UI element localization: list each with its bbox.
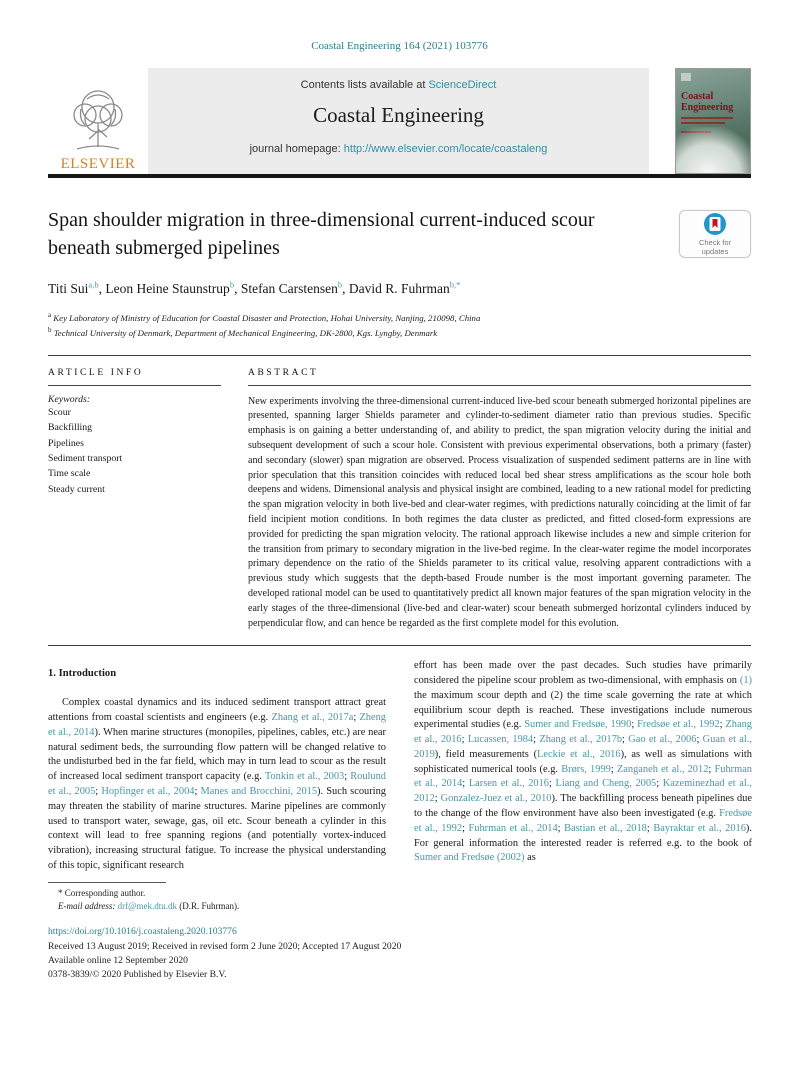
intro-paragraph-right: effort has been made over the past decades. Such studies have primarily considered the pipeline scour problem as two-dimensional, with emphasis on (1) the maximum scour depth and (2) the time scale governing the rate at which equilibrium scour depth is reached. These investigations include numerous experimental studies (e.g. Sumer and Fredsøe, 1990; Fredsøe et al., 1992; Zhang et al., 2016; Lucassen, 1984; Zhang et al., 2017b; Gao et al., 2006; Guan et al., 2019), field measurements (Leckie et al., 2016), as well as simulations with sophisticated numerical tools (e.g. Brørs, 1999; Zanganeh et al., 2012; Fuhrman et al., 2014; Larsen et al., 2016; Liang and Cheng, 2005; Kazeminezhad et al., 2012; Gonzalez-Juez et al., 2010). The backfilling process beneath pipelines due to the change of the flow environment have also been investigated (e.g. Fredsøe et al., 1992; Fuhrman et al., 2014; Bastian et al., 2018; Bayraktar et al., 2016). For general information the interested reader is referred e.g. to the book of Sumer and Fredsøe (2002) as bbox=[414, 660, 753, 864]
citation-link[interactable]: Lucassen, 1984 bbox=[467, 734, 534, 746]
author: Leon Heine Staunstrup$^b$, bbox=[105, 279, 241, 296]
article-info-column bbox=[48, 356, 248, 632]
available-online: Available online 12 September 2020 bbox=[48, 955, 188, 967]
affiliation-line: $^a$ Key Laboratory of Ministry of Education for Coastal Disaster and Protection, Hohai University, Nanjing, 210098, China bbox=[48, 310, 481, 323]
sciencedirect-link[interactable]: ScienceDirect bbox=[428, 79, 497, 91]
citation-link[interactable]: Zhang et al., 2017a bbox=[271, 712, 354, 724]
citation-link[interactable]: Roulund et al., 2005 bbox=[48, 771, 386, 797]
cover-tagline-bar bbox=[681, 117, 733, 119]
corresponding-author-note: * Corresponding author. bbox=[58, 887, 146, 898]
received-dates: Received 13 August 2019; Received in revised form 2 June 2020; Accepted 17 August 2020 bbox=[48, 941, 402, 953]
footer-block bbox=[48, 925, 751, 983]
citation-link[interactable]: Hopfinger et al., 2004 bbox=[101, 785, 195, 797]
keyword-item: Sediment transport bbox=[48, 453, 123, 464]
keyword-item: Backfilling bbox=[48, 422, 93, 434]
section-divider bbox=[48, 645, 751, 646]
journal-reference: Coastal Engineering 164 (2021) 103776 bbox=[311, 40, 488, 52]
citation-link[interactable]: Larsen et al., 2016 bbox=[468, 778, 549, 790]
introduction-heading: 1. Introduction bbox=[48, 668, 117, 680]
abstract-column bbox=[248, 356, 751, 632]
citation-link[interactable]: Bastian et al., 2018 bbox=[564, 822, 647, 834]
header-divider-bar bbox=[48, 174, 751, 178]
abstract-text: New experiments involving the three-dimensional current-induced live-bed scour beneath submerged horizontal pipelines are presented, spanning larger Shields parameter and cylinder-to-sediment diameter ratio than previous studies. Specific emphasis is on gaining a better understanding of, and ability to predict, the span migration velocity during the initial and subsequent development of such a scour hole. Consistent with previous experimental observations, both a primary (faster) and secondary (slower) span migration are observed. Process visualization of suspended sediment patterns are in line with prior speculation that this transition coincides with reduced local bed shear stress amplifications as the scour hole both deepens and widens. Dimensional analysis and physical insight are combined, leading to a new rational model for predicting the span migration velocity in both live-bed and clear-water regimes, with predictions naturally coinciding at the limit of far field incipient motion conditions. In both regimes the data cluster as predicted, and fitted closed-form expressions are provided for predicting the span migration velocity. The rational approach likewise includes a new and simple criterion for the transition from primary to secondary migration in the live-bed regime. In the clear-water regime the model incorporates primary dependence on the ratio of the Shields parameter to its critical value, resolving apparent contradictions with a previous study which suggests that the depth-based Froude number is the most important governing parameter. The developed rational model can be used to quantitatively predict all known major features of the span migration velocity in the early stages of the three-dimensional (live-bed and clear-water) scour beneath submerged horizontal cylinders induced by perpendicular flow, and can hence be regarded as the first complete model for this evolution. bbox=[248, 395, 751, 629]
citation-link[interactable]: Zanganeh et al., 2012 bbox=[616, 763, 709, 775]
author-affiliation-sup[interactable]: b bbox=[229, 279, 235, 289]
citation-link[interactable]: Kazeminezhad et al., 2012 bbox=[414, 778, 752, 805]
footnote-rule bbox=[48, 882, 166, 883]
journal-name: Coastal Engineering bbox=[313, 103, 484, 127]
keywords-label: Keywords: bbox=[48, 393, 91, 405]
citation-link[interactable]: Sumer and Fredsøe (2002) bbox=[414, 852, 525, 864]
elsevier-wordmark: ELSEVIER bbox=[60, 156, 136, 172]
keywords-list bbox=[48, 405, 221, 498]
citation-link[interactable]: Liang and Cheng, 2005 bbox=[555, 778, 657, 790]
footnote-block bbox=[48, 882, 751, 914]
citation-link[interactable]: Fredsøe et al., 1992 bbox=[637, 719, 720, 731]
article-title: Span shoulder migration in three-dimensional current-induced scour beneath submerged pipelines bbox=[48, 209, 595, 259]
journal-header-band bbox=[48, 68, 751, 174]
citation-link[interactable]: Leckie et al., 2016 bbox=[537, 748, 621, 760]
article-info-heading: ARTICLE INFO bbox=[48, 367, 144, 378]
author-affiliation-sup[interactable]: b,* bbox=[449, 279, 461, 289]
cover-wave-photo bbox=[675, 127, 751, 174]
elsevier-tree-icon bbox=[65, 85, 131, 155]
cover-publisher-mark bbox=[681, 73, 691, 81]
article-info-rule bbox=[48, 385, 221, 386]
contents-line: Contents lists available at ScienceDirect bbox=[300, 79, 497, 91]
author: Titi Sui$^{a,b}$, bbox=[48, 279, 106, 296]
journal-cover-thumbnail bbox=[675, 68, 751, 174]
cover-title: Coastal Engineering bbox=[681, 91, 734, 113]
citation-link[interactable]: Tonkin et al., 2003 bbox=[264, 771, 345, 783]
citation-link[interactable]: (1) bbox=[739, 675, 752, 687]
citation-link[interactable]: Fuhrman et al., 2014 bbox=[468, 822, 558, 834]
cover-tagline-bar bbox=[681, 122, 725, 124]
keyword-item: Time scale bbox=[48, 468, 91, 480]
citation-link[interactable]: Gonzalez-Juez et al., 2010 bbox=[440, 793, 552, 805]
intro-right-column bbox=[414, 659, 752, 873]
author: David R. Fuhrman$^{b,*}$ bbox=[348, 279, 461, 296]
email-line: E-mail address: drf@mek.dtu.dk (D.R. Fuhrman). bbox=[58, 901, 240, 912]
citation-link[interactable]: Guan et al., 2019 bbox=[414, 734, 752, 760]
abstract-rule bbox=[248, 385, 751, 386]
doi-link[interactable]: https://doi.org/10.1016/j.coastaleng.2020.103776 bbox=[48, 925, 237, 937]
keyword-item: Pipelines bbox=[48, 437, 84, 449]
citation-link[interactable]: Manes and Brocchini, 2015 bbox=[200, 785, 318, 797]
affiliations bbox=[48, 310, 751, 341]
intro-left-column bbox=[48, 659, 386, 873]
citation-link[interactable]: Bayraktar et al., 2016 bbox=[653, 822, 746, 834]
citation-link[interactable]: Zheng et al., 2014 bbox=[48, 712, 386, 738]
journal-banner bbox=[148, 68, 649, 174]
citation-link[interactable]: Fuhrman et al., 2014 bbox=[414, 763, 753, 790]
affiliation-line: $^b$ Technical University of Denmark, Department of Mechanical Engineering, DK-2800, Kgs. Lyngby, Denmark bbox=[48, 326, 438, 338]
keyword-item: Scour bbox=[48, 406, 71, 418]
email-link[interactable]: drf@mek.dtu.dk bbox=[117, 901, 177, 912]
homepage-line: journal homepage: http://www.elsevier.com/locate/coastaleng bbox=[249, 143, 548, 155]
citation-link[interactable]: Brørs, 1999 bbox=[561, 763, 611, 775]
citation-link[interactable]: Sumer and Fredsøe, 1990 bbox=[524, 719, 632, 731]
elsevier-logo bbox=[48, 68, 148, 174]
citation-link[interactable]: Zhang et al., 2016 bbox=[414, 719, 752, 746]
abstract-heading: ABSTRACT bbox=[248, 367, 319, 378]
author-affiliation-sup[interactable]: a,b bbox=[88, 279, 99, 289]
check-badge-label: Check for updates bbox=[698, 237, 732, 256]
crossmark-icon bbox=[703, 212, 727, 236]
citation-link[interactable]: Zhang et al., 2017b bbox=[539, 734, 623, 746]
journal-homepage-link[interactable]: http://www.elsevier.com/locate/coastaleng bbox=[343, 143, 548, 155]
intro-paragraph-left: Complex coastal dynamics and its induced sediment transport attract great attentions from coastal scientists and engineers (e.g. Zhang et al., 2017a; Zheng et al., 2014). When marine structures (monopiles, pipelines, cables, etc.) are near natural sediment beds, the surrounding flow pattern will be changed relative to the undisturbed bed in the far field, which may in turn lead to scour as the result of increased local sediment transport capacity (e.g. Tonkin et al., 2003; Roulund et al., 2005; Hopfinger et al., 2004; Manes and Brocchini, 2015). Such scouring may threaten the stability of marine structures. Marine pipelines are commonly used to transport water, sewage, gas, oil etc. Scour beneath a cylinder in this context will lead to free spanning regions (and potentially vortex-induced vibration), increasing structural fatigue. To increase the physical understanding of this topic, significant research bbox=[48, 697, 386, 871]
author: Stefan Carstensen$^b$, bbox=[240, 279, 349, 296]
citation-link[interactable]: Gao et al., 2006 bbox=[628, 734, 697, 746]
author-affiliation-sup[interactable]: b bbox=[337, 279, 343, 289]
issn-copyright: 0378-3839/© 2020 Published by Elsevier B.V. bbox=[48, 969, 227, 981]
citation-link[interactable]: Fredsøe et al., 1992 bbox=[414, 808, 752, 834]
keyword-item: Steady current bbox=[48, 483, 105, 495]
author-line bbox=[48, 279, 751, 297]
check-for-updates-badge[interactable] bbox=[679, 210, 751, 258]
